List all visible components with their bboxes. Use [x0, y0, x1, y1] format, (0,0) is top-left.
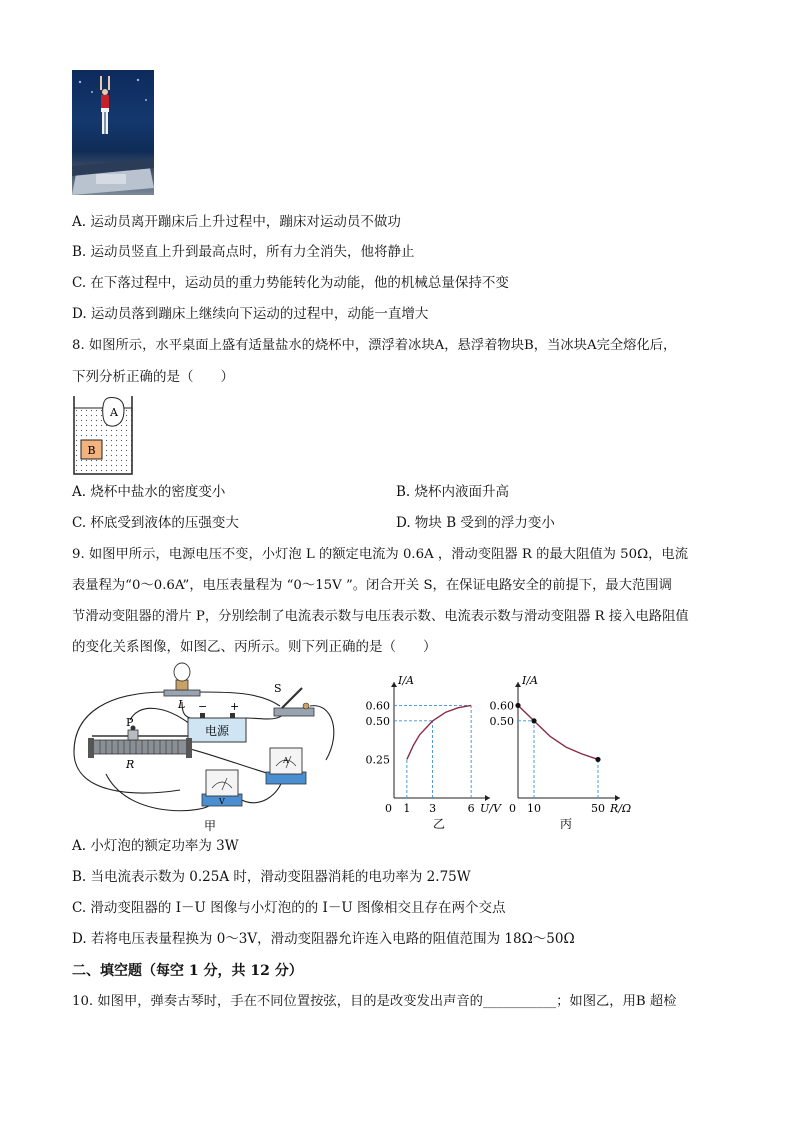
x-axis-arrow	[615, 795, 620, 801]
x-tick-label: 10	[527, 802, 541, 815]
q9-stem-line2: 表量程为“0～0.6A”，电压表量程为 “0～15V ”。闭合开关 S，在保证电路安全的前提下，最大范围调	[72, 578, 672, 593]
q8-option-c: C. 杯底受到液体的压强变大	[72, 515, 239, 531]
chart-caption: 乙	[432, 817, 446, 831]
series-line	[518, 705, 598, 759]
battery-minus-label: −	[198, 700, 208, 713]
q9-stem-line3: 节滑动变阻器的滑片 P，分别绘制了电流表示数与电压表示数、电流表示数与滑动变阻器 R 接入电路阻值	[72, 609, 689, 624]
data-point	[515, 703, 520, 708]
y-tick-label: 0.60	[489, 699, 514, 713]
origin-label: 0	[385, 802, 392, 815]
object-b-label: B	[87, 444, 96, 457]
power-source-label: 电源	[204, 724, 230, 738]
voltmeter-label: V	[219, 797, 225, 806]
chart-current-vs-voltage	[350, 672, 501, 834]
trampoline-photo	[72, 70, 154, 195]
q7-option-c: C. 在下落过程中，运动员的重力势能转化为动能，他的机械总量保持不变	[72, 275, 509, 291]
rheostat-label: R	[126, 758, 135, 771]
y-tick-label: 0.25	[365, 753, 390, 767]
data-point	[531, 718, 536, 723]
switch-label: S	[274, 682, 282, 695]
q8-option-d: D. 物块 B 受到的浮力变小	[396, 515, 555, 531]
chart-current-vs-resistance	[484, 672, 634, 834]
q8-stem-line1: 8. 如图所示，水平桌面上盛有适量盐水的烧杯中，漂浮着冰块A，悬浮着物块B，当冰块A完全熔化后，	[72, 338, 677, 353]
q10-stem-line1: 10. 如图甲，弹奏古琴时，手在不同位置按弦，目的是改变发出声音的___________；如图乙，用B 超检	[72, 994, 677, 1009]
x-tick-label: 3	[429, 802, 437, 815]
y-axis-arrow	[515, 682, 521, 687]
bulb-icon	[164, 663, 200, 696]
y-axis-arrow	[391, 682, 397, 687]
q9-option-a: A. 小灯泡的额定功率为 3W	[72, 838, 239, 854]
x-axis-label: U/V	[480, 802, 501, 815]
q7-option-d: D. 运动员落到蹦床上继续向下运动的过程中，动能一直增大	[72, 306, 429, 322]
y-tick-label: 0.60	[365, 699, 390, 713]
q8-option-b: B. 烧杯内液面升高	[396, 484, 510, 500]
x-axis-label: R/Ω	[610, 802, 632, 815]
data-point	[595, 757, 600, 762]
section-title: 二、填空题（每空 1 分，共 12 分）	[72, 963, 303, 979]
ammeter-label: A	[283, 756, 289, 765]
y-axis-label: I/A	[522, 674, 538, 687]
origin-label: 0	[509, 802, 516, 815]
rheostat-icon	[88, 726, 192, 759]
ice-block-label: A	[110, 406, 118, 419]
q9-stem-line4: 的变化关系图像，如图乙、丙所示。则下列正确的是（ ）	[72, 639, 437, 655]
slider-label: P	[126, 716, 134, 729]
q8-option-a: A. 烧杯中盐水的密度变小	[72, 484, 226, 500]
x-tick-label: 1	[403, 802, 411, 815]
x-tick-label: 6	[467, 802, 475, 815]
circuit-caption: 甲	[203, 819, 217, 833]
beaker-figure	[70, 394, 136, 478]
y-tick-label: 0.50	[365, 714, 390, 728]
battery-plus-label: +	[230, 700, 240, 713]
y-axis-label: I/A	[398, 674, 414, 687]
series-line	[407, 705, 471, 759]
x-tick-label: 50	[591, 802, 605, 815]
ammeter-icon	[266, 748, 306, 784]
chart-caption: 丙	[559, 817, 573, 831]
q8-stem-line2: 下列分析正确的是（ ）	[72, 369, 234, 385]
q9-option-b: B. 当电流表示数为 0.25A 时，滑动变阻器消耗的电功率为 2.75W	[72, 869, 471, 885]
circuit-diagram	[70, 662, 350, 834]
q9-option-c: C. 滑动变阻器的 I－U 图像与小灯泡的的 I－U 图像相交且存在两个交点	[72, 900, 506, 916]
q7-option-b: B. 运动员竖直上升到最高点时，所有力全消失，他将静止	[72, 244, 415, 260]
q9-option-d: D. 若将电压表量程换为 0～3V，滑动变阻器允许连入电路的阻值范围为 18Ω～50Ω	[72, 931, 575, 947]
q7-option-a: A. 运动员离开蹦床后上升过程中，蹦床对运动员不做功	[72, 214, 401, 230]
bulb-label: L	[178, 698, 186, 711]
q9-stem-line1: 9. 如图甲所示，电源电压不变，小灯泡 L 的额定电流为 0.6A ，滑动变阻器 R 的最大阻值为 50Ω，电流	[72, 547, 689, 562]
y-tick-label: 0.50	[489, 714, 514, 728]
